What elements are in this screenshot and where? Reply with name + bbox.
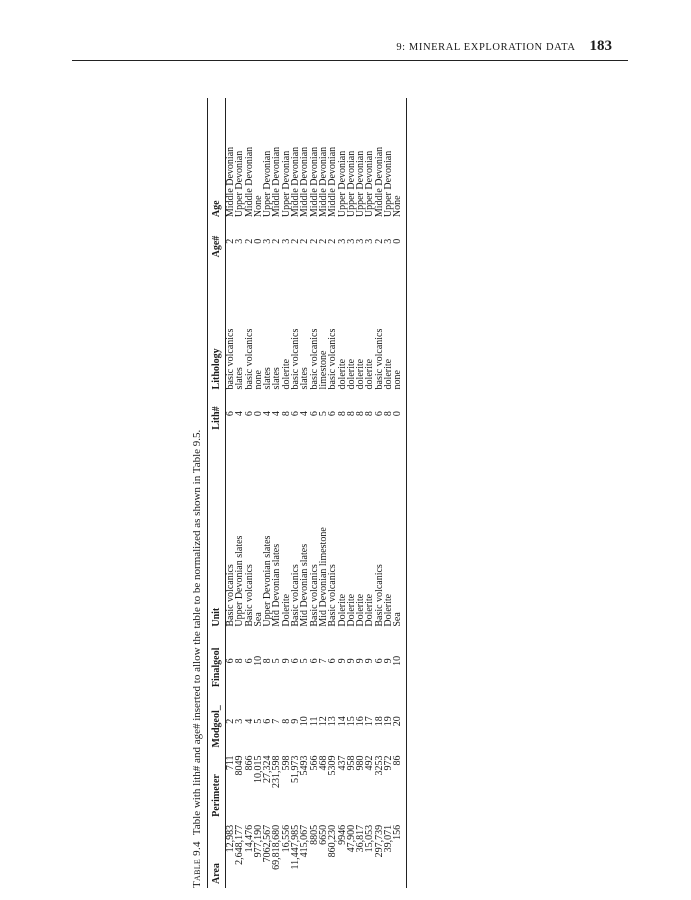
- page-number: 183: [589, 38, 612, 54]
- cell-perimeter: 86: [392, 755, 404, 766]
- cell-modgeol: 18: [373, 716, 385, 727]
- cell-unit: Basic volcanics: [308, 564, 320, 627]
- cell-age-num: 2: [308, 238, 320, 244]
- cell-age: Upper Devonian: [364, 150, 376, 218]
- cell-area: 156: [392, 824, 404, 840]
- cell-unit: Upper Devonian slates: [234, 535, 246, 627]
- cell-modgeol: 10: [299, 716, 311, 727]
- column-header-age-num: Age#: [208, 221, 226, 261]
- cell-modgeol: 5: [252, 718, 264, 724]
- cell-lith-num: 6: [225, 411, 236, 417]
- cell-unit: Dolerite: [336, 593, 348, 627]
- cell-finalgeol: 6: [290, 658, 302, 664]
- rotated-table-block: [190, 98, 502, 888]
- cell-lithology: basic volcanics: [327, 328, 339, 390]
- column-header-area: Area: [208, 821, 226, 888]
- cell-age: None: [252, 195, 264, 218]
- cell-perimeter: 5309: [327, 755, 339, 776]
- column-header-modgeol: Modgeol_: [208, 691, 226, 751]
- cell-modgeol: 20: [392, 716, 404, 727]
- cell-perimeter: 8049: [234, 755, 246, 776]
- cell-age: Upper Devonian: [280, 150, 292, 218]
- cell-modgeol: 13: [327, 716, 339, 727]
- cell-area: 2,648,177: [234, 824, 246, 865]
- cell-finalgeol: 9: [383, 658, 395, 664]
- cell-unit: Basic volcanics: [243, 564, 255, 627]
- cell-unit: Dolerite: [383, 593, 395, 627]
- cell-age-num: 2: [243, 238, 255, 244]
- cell-finalgeol: 6: [308, 658, 320, 664]
- cell-lith-num: 0: [392, 411, 404, 417]
- cell-lithology: none: [252, 369, 264, 390]
- column-header-unit: Unit: [208, 434, 226, 631]
- cell-age: Middle Devonian: [299, 146, 311, 218]
- cell-lith-num: 6: [327, 411, 339, 417]
- cell-finalgeol: 6: [373, 658, 385, 664]
- cell-lithology: basic volcanics: [290, 328, 302, 390]
- table-caption-text: Table with lith# and age# inserted to allow the table to be normalized as shown in Table 9.5.: [191, 429, 203, 836]
- cell-area: 39,071: [383, 824, 395, 853]
- cell-unit: Mid Devonian limestone: [317, 527, 329, 627]
- cell-age: Middle Devonian: [373, 146, 385, 218]
- cell-perimeter: 5493: [299, 755, 311, 776]
- cell-finalgeol: 7: [317, 658, 329, 664]
- cell-modgeol: 14: [336, 716, 348, 727]
- cell-lithology: basic volcanics: [243, 328, 255, 390]
- cell-area: 36,817: [355, 824, 367, 853]
- cell-lith-num: 8: [280, 411, 292, 417]
- cell-age-num: 3: [280, 238, 292, 244]
- cell-unit: Upper Devonian slates: [262, 535, 274, 627]
- cell-area: 977,190: [252, 824, 264, 858]
- cell-area: 15,053: [364, 824, 376, 853]
- cell-perimeter: 958: [345, 755, 357, 771]
- cell-age: Upper Devonian: [345, 150, 357, 218]
- cell-lith-num: 5: [317, 411, 329, 417]
- cell-unit: Basic volcanics: [327, 564, 339, 627]
- cell-area: 860,230: [327, 824, 339, 858]
- cell-age-num: 2: [225, 238, 236, 244]
- cell-unit: Dolerite: [355, 593, 367, 627]
- cell-area: 6650: [317, 824, 329, 845]
- cell-unit: Mid Devonian slates: [299, 543, 311, 627]
- table-caption: [190, 98, 204, 888]
- cell-age-num: 0: [252, 238, 264, 244]
- cell-modgeol: 16: [355, 716, 367, 727]
- cell-age-num: 3: [234, 238, 246, 244]
- cell-modgeol: 6: [262, 718, 274, 724]
- cell-unit: Basic volcanics: [225, 564, 236, 627]
- cell-finalgeol: 9: [345, 658, 357, 664]
- table-body: [226, 98, 407, 888]
- cell-area: 8805: [308, 824, 320, 845]
- cell-age: Middle Devonian: [327, 146, 339, 218]
- column-header-lith-num: Lith#: [208, 393, 226, 433]
- column-header-age: Age: [208, 98, 226, 221]
- cell-perimeter: 51,973: [290, 755, 302, 783]
- cell-age-num: 3: [262, 238, 274, 244]
- cell-lith-num: 6: [243, 411, 255, 417]
- cell-finalgeol: 10: [252, 655, 264, 666]
- cell-lithology: slates: [299, 367, 311, 390]
- data-table: [207, 98, 407, 888]
- cell-age: Upper Devonian: [336, 150, 348, 218]
- cell-age-num: 3: [336, 238, 348, 244]
- cell-finalgeol: 6: [243, 658, 255, 664]
- cell-age: Upper Devonian: [262, 150, 274, 218]
- cell-age: Upper Devonian: [234, 150, 246, 218]
- cell-modgeol: 9: [290, 718, 302, 724]
- cell-finalgeol: 9: [280, 658, 292, 664]
- cell-lith-num: 0: [252, 411, 264, 417]
- cell-area: 415,067: [299, 824, 311, 858]
- cell-age: Upper Devonian: [355, 150, 367, 218]
- cell-lithology: none: [392, 369, 404, 390]
- cell-lith-num: 8: [336, 411, 348, 417]
- cell-modgeol: 17: [364, 716, 376, 727]
- cell-age: None: [392, 195, 404, 218]
- table-row: [393, 98, 406, 888]
- cell-perimeter: 598: [280, 755, 292, 771]
- cell-area: 12,983: [225, 824, 236, 853]
- cell-unit: Sea: [252, 612, 264, 627]
- cell-finalgeol: 5: [299, 658, 311, 664]
- cell-finalgeol: 9: [355, 658, 367, 664]
- cell-area: 11,447,985: [290, 824, 302, 870]
- cell-lithology: slates: [234, 367, 246, 390]
- column-header-finalgeol: Finalgeol: [208, 631, 226, 691]
- cell-modgeol: 19: [383, 716, 395, 727]
- cell-perimeter: 468: [317, 755, 329, 771]
- cell-modgeol: 3: [234, 718, 246, 724]
- cell-age-num: 2: [271, 238, 283, 244]
- cell-age: Middle Devonian: [308, 146, 320, 218]
- cell-area: 47,900: [345, 824, 357, 853]
- column-header-lithology: Lithology: [208, 261, 226, 393]
- cell-age-num: 0: [392, 238, 404, 244]
- cell-perimeter: 711: [225, 755, 236, 771]
- cell-perimeter: 3253: [373, 755, 385, 776]
- cell-modgeol: 2: [225, 718, 236, 724]
- cell-age-num: 2: [327, 238, 339, 244]
- cell-age-num: 3: [345, 238, 357, 244]
- cell-lith-num: 4: [262, 411, 274, 417]
- cell-lithology: dolerite: [345, 358, 357, 390]
- cell-lith-num: 6: [373, 411, 385, 417]
- cell-lithology: basic volcanics: [373, 328, 385, 390]
- cell-finalgeol: 8: [234, 658, 246, 664]
- cell-lithology: basic volcanics: [308, 328, 320, 390]
- cell-area: 9946: [336, 824, 348, 845]
- cell-age-num: 3: [383, 238, 395, 244]
- cell-lith-num: 6: [290, 411, 302, 417]
- cell-age-num: 3: [364, 238, 376, 244]
- cell-age-num: 2: [299, 238, 311, 244]
- cell-lithology: dolerite: [383, 358, 395, 390]
- cell-modgeol: 7: [271, 718, 283, 724]
- cell-modgeol: 11: [308, 716, 320, 727]
- cell-area: 16,556: [280, 824, 292, 853]
- running-head-section-title: 9: MINERAL EXPLORATION DATA: [396, 42, 576, 53]
- cell-unit: Basic volcanics: [373, 564, 385, 627]
- cell-age: Middle Devonian: [317, 146, 329, 218]
- cell-age: Middle Devonian: [225, 146, 236, 218]
- cell-finalgeol: 6: [225, 658, 236, 664]
- cell-lith-num: 6: [308, 411, 320, 417]
- cell-perimeter: 566: [308, 755, 320, 771]
- cell-unit: Sea: [392, 612, 404, 627]
- cell-modgeol: 8: [280, 718, 292, 724]
- cell-modgeol: 4: [243, 718, 255, 724]
- cell-finalgeol: 8: [262, 658, 274, 664]
- running-head: [396, 38, 612, 55]
- cell-lithology: basic volcanics: [225, 328, 236, 390]
- cell-lith-num: 8: [383, 411, 395, 417]
- cell-perimeter: 980: [355, 755, 367, 771]
- cell-finalgeol: 10: [392, 655, 404, 666]
- cell-age-num: 2: [317, 238, 329, 244]
- cell-lithology: dolerite: [364, 358, 376, 390]
- cell-age-num: 2: [290, 238, 302, 244]
- cell-lith-num: 8: [345, 411, 357, 417]
- cell-lith-num: 4: [299, 411, 311, 417]
- cell-area: 69,818,680: [271, 824, 283, 870]
- table-caption-label: Table 9.4: [191, 841, 203, 888]
- column-header-perimeter: Perimeter: [208, 752, 226, 821]
- cell-unit: Dolerite: [280, 593, 292, 627]
- cell-lithology: slates: [262, 367, 274, 390]
- cell-perimeter: 866: [243, 755, 255, 771]
- cell-lithology: dolerite: [336, 358, 348, 390]
- cell-perimeter: 27,324: [262, 755, 274, 783]
- cell-age-num: 2: [373, 238, 385, 244]
- cell-lith-num: 4: [271, 411, 283, 417]
- cell-finalgeol: 9: [336, 658, 348, 664]
- cell-age: Middle Devonian: [290, 146, 302, 218]
- cell-perimeter: 437: [336, 755, 348, 771]
- cell-finalgeol: 9: [364, 658, 376, 664]
- cell-perimeter: 972: [383, 755, 395, 771]
- cell-unit: Basic volcanics: [290, 564, 302, 627]
- cell-area: 297,739: [373, 824, 385, 858]
- cell-lith-num: 8: [355, 411, 367, 417]
- table-header-row: [208, 98, 226, 888]
- cell-lith-num: 8: [364, 411, 376, 417]
- cell-perimeter: 492: [364, 755, 376, 771]
- cell-lith-num: 4: [234, 411, 246, 417]
- cell-age: Upper Devonian: [383, 150, 395, 218]
- cell-lithology: slates: [271, 367, 283, 390]
- cell-modgeol: 12: [317, 716, 329, 727]
- cell-finalgeol: 6: [327, 658, 339, 664]
- header-rule: [72, 60, 628, 61]
- cell-perimeter: 10,015: [252, 755, 264, 783]
- cell-lithology: dolerite: [280, 358, 292, 390]
- cell-area: 14,476: [243, 824, 255, 853]
- cell-unit: Dolerite: [345, 593, 357, 627]
- cell-age: Middle Devonian: [271, 146, 283, 218]
- cell-unit: Mid Devonian slates: [271, 543, 283, 627]
- cell-lithology: limestone: [317, 350, 329, 390]
- cell-area: 7062,567: [262, 824, 274, 863]
- cell-age-num: 3: [355, 238, 367, 244]
- cell-perimeter: 231,598: [271, 755, 283, 788]
- cell-modgeol: 15: [345, 716, 357, 727]
- cell-unit: Dolerite: [364, 593, 376, 627]
- cell-finalgeol: 5: [271, 658, 283, 664]
- cell-lithology: dolerite: [355, 358, 367, 390]
- cell-age: Middle Devonian: [243, 146, 255, 218]
